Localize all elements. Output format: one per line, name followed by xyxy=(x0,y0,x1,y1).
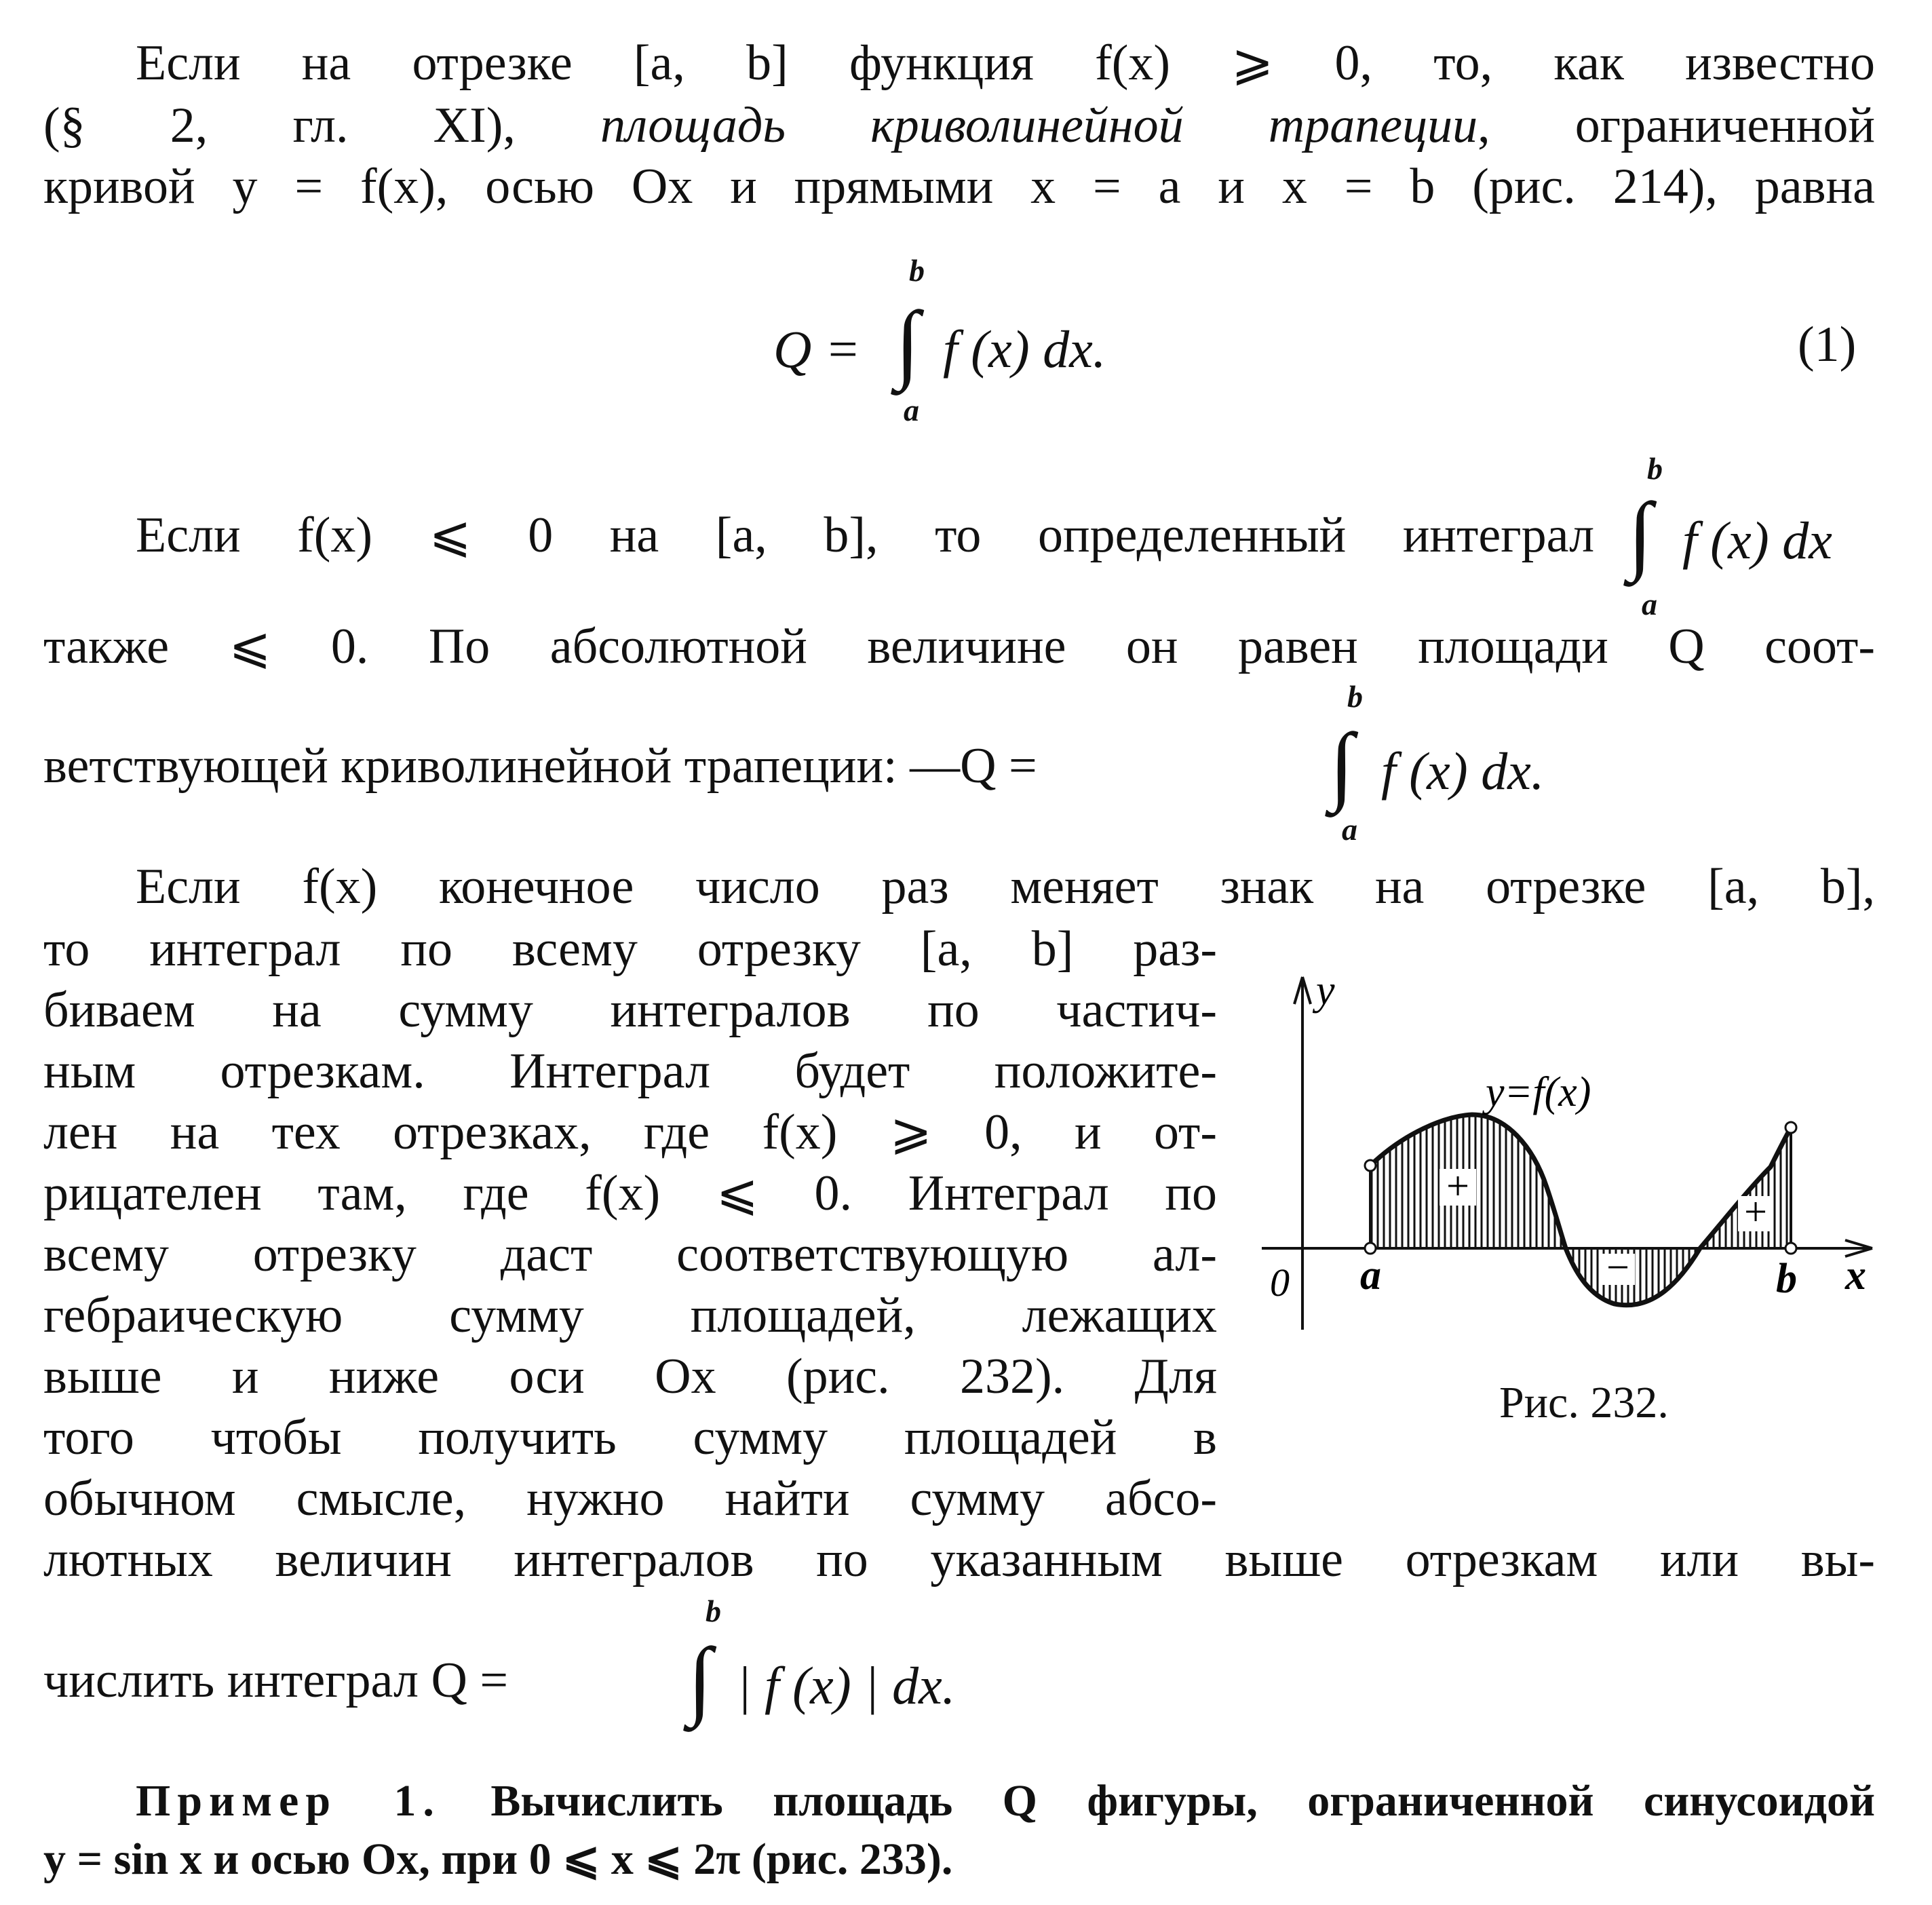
p1-line2-italic: площадь криволинейной трапеции xyxy=(600,98,1478,153)
p3-wrapped-0: то интеграл по всему отрезку [a, b] раз- xyxy=(43,921,1217,977)
p2-int2-lower: a xyxy=(1342,812,1357,847)
b-label: b xyxy=(1776,1256,1797,1302)
integral-sign-4: ∫ xyxy=(688,1630,712,1728)
p3-last-line: числить интеграл Q = xyxy=(43,1653,509,1708)
p1-line2-pre: (§ 2, гл. XI), xyxy=(43,98,601,153)
p3-wrapped-9: обычном смысле, нужно найти сумму абсо- xyxy=(43,1471,1217,1526)
p3-int-integrand: | f (x) | dx. xyxy=(737,1656,956,1715)
p2-int2-upper: b xyxy=(1347,679,1363,714)
curve-label: y=f(x) xyxy=(1486,1069,1591,1115)
p1-line3: кривой y = f(x), осью Ox и прямыми x = a и x = b (рис. 214), равна xyxy=(43,159,1875,214)
minus-sign: − xyxy=(1606,1245,1629,1290)
p1-line2-post: , ограниченной xyxy=(1477,98,1876,153)
formula-1-lower: a xyxy=(904,393,919,427)
example-line1-rest: Вычислить площадь Q фигуры, ограниченной синусоидой xyxy=(490,1776,1876,1826)
origin-label: 0 xyxy=(1270,1261,1290,1305)
p3-wrapped-5: всему отрезку даст соответствующую ал- xyxy=(43,1227,1217,1282)
p3-wrapped-1: биваем на сумму интегралов по частич- xyxy=(43,982,1217,1038)
p1-line1: Если на отрезке [a, b] функция f(x) ⩾ 0, то, как известно xyxy=(136,35,1875,91)
plus-sign-1: + xyxy=(1446,1163,1469,1208)
integral-sign-3: ∫ xyxy=(1330,716,1354,813)
p2-int1-upper: b xyxy=(1647,451,1663,486)
p3-full-line: лютных величин интегралов по указанным выше отрезкам или вы- xyxy=(43,1532,1875,1588)
p3-wrapped-3: лен на тех отрезках, где f(x) ⩾ 0, и от- xyxy=(43,1104,1217,1160)
p3-wrapped-8: того чтобы получить сумму площадей в xyxy=(43,1410,1217,1465)
p3-int-upper: b xyxy=(706,1594,721,1628)
integral-sign-1: ∫ xyxy=(895,294,920,391)
p3-line1: Если f(x) конечное число раз меняет знак на отрезке [a, b], xyxy=(136,859,1875,915)
formula-1-integrand: f (x) dx. xyxy=(943,320,1106,379)
p1-line2 xyxy=(43,100,1875,151)
figure-232 xyxy=(1248,950,1886,1357)
p3-wrapped-2: ным отрезкам. Интеграл будет положите- xyxy=(43,1043,1217,1099)
formula-1-lhs: Q = xyxy=(773,320,861,379)
p3-wrapped-6: гебраическую сумму площадей, лежащих xyxy=(43,1288,1217,1343)
p2-int1-lower: a xyxy=(1642,587,1657,621)
integral-sign-2: ∫ xyxy=(1628,485,1653,583)
point-b-top xyxy=(1785,1122,1796,1133)
p3-wrapped-7: выше и ниже оси Ox (рис. 232). Для xyxy=(43,1349,1217,1404)
a-label: a xyxy=(1360,1252,1381,1298)
p2-line2: также ⩽ 0. По абсолютной величине он равен площади Q соот- xyxy=(43,619,1875,674)
p2-int1-integrand: f (x) dx xyxy=(1682,511,1832,570)
formula-1-upper: b xyxy=(909,253,925,288)
figure-caption: Рис. 232. xyxy=(1499,1378,1669,1427)
p2-line1: Если f(x) ⩽ 0 на [a, b], то определенный интеграл xyxy=(136,507,1594,563)
x-axis-label: x xyxy=(1845,1252,1866,1298)
point-b-axis xyxy=(1785,1243,1796,1254)
plus-sign-2: + xyxy=(1744,1189,1767,1234)
p2-line3: ветствующей криволинейной трапеции: —Q = xyxy=(43,738,1037,794)
y-axis-label: y xyxy=(1316,967,1335,1014)
example-line1 xyxy=(136,1776,1876,1826)
example-label: Пример 1. xyxy=(136,1776,441,1826)
example-line2: y = sin x и осью Ox, при 0 ⩽ x ⩽ 2π (рис. 233). xyxy=(43,1834,953,1884)
p3-wrapped-4: рицателен там, где f(x) ⩽ 0. Интеграл по xyxy=(43,1166,1217,1221)
point-a-top xyxy=(1365,1160,1376,1171)
equation-number-1: (1) xyxy=(1798,317,1857,372)
p2-int2-integrand: f (x) dx. xyxy=(1381,742,1545,801)
